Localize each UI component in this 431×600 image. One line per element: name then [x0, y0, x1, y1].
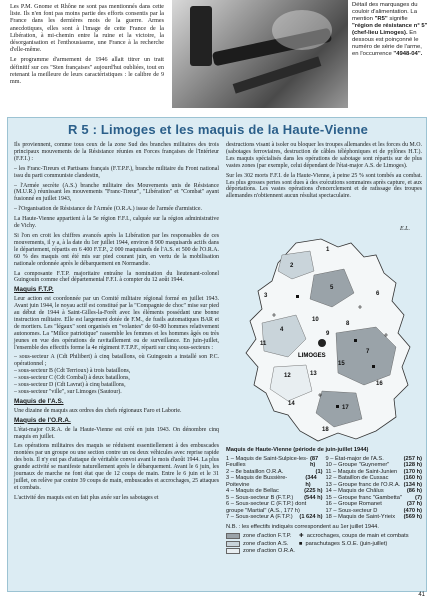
map-number: 17: [342, 405, 349, 411]
legend-row: 9 – État-major de l'A.S. (257 h): [325, 455, 422, 462]
author-signature: E.L.: [400, 226, 411, 232]
map-number: 15: [338, 361, 345, 367]
city-label: LIMOGES: [298, 353, 326, 359]
right-column-text: destructions visant à isoler ou bloquer les troupes allemandes et les forces du M.O. (sabotages ferroviaires, destruction de câbles téléphoniques et de pylônes H.T.). Les maquis spécialisés dans les opérations de sabotage sont répartis sur de plus vastes zones (par exemple, celui dépendant de l'état-major A.S. de Limoges). Sur les 302 morts F.F.I. de la Haute-Vienne, à peine 25 % sont tombés au combat. Les plus grosses pertes sont dues à des exécutions sommaires après capture, et aux déportations. Les vastes opérations d'encerclement et de ratissage des troupes allemandes n'obtiennent aucun résultat spectaculaire.: [226, 142, 422, 200]
list-item: – sous-secteur C (Cdt Combal) à deux bataillons,: [14, 375, 130, 382]
section-as-title: Maquis de l'A.S.: [14, 397, 64, 405]
legend-row: 15 – Groupe franc "Gambetta" (7): [325, 494, 422, 501]
haute-vienne-map: [226, 235, 422, 445]
list-item: – sous-secteur B (Cdt Terrioux) à trois bataillons,: [14, 368, 131, 375]
legend-row: 5 – Sous-secteur B (F.T.P.) (544 h): [226, 494, 323, 501]
photo-caption: Détail des marquages du couloir d'alimentation. La mention "R5" signifie "région de résistance n° 5" (chef-lieu Limoges). En dessous est poinçonné le numéro de série de l'arme, en l'occurrence "4948-04".: [352, 2, 428, 57]
legend-key-parachute: ■ parachutages S.O.E. (juin-juillet): [299, 540, 388, 547]
legend-key-ftp: zone d'action F.T.P.: [226, 533, 295, 540]
map-number: 1: [326, 247, 330, 253]
map-number: 4: [280, 327, 284, 333]
map-number: 18: [322, 427, 329, 433]
map-number: 9: [326, 331, 330, 337]
legend-key-combat: ✚ accrochages, coups de main et combats: [299, 533, 409, 539]
legend-row: 18 – Maquis de Saint-Yrieix (569 h): [325, 514, 422, 520]
left-column: Ils proviennent, comme tous ceux de la zone Sud des branches militaires des trois principaux mouvements de la Résistance réunies en Forces françaises de l'Intérieur (F.F.I.) : – les Franc-Tireurs et Partisans français (F.T.P.F.), branche militaire du Front national issu du parti communiste clandestin, – l'Armée secrète (A.S.) branche militaire des Mouvements unis de Résistance (M.U.R.) réunissant les mouvements "Franc-Tireur", "Libération" et "Combat" ayant fusionné en juillet 1943, – l'Organisation de Résistance de l'Armée (O.R.A.) issue de l'armée d'armistice. La Haute-Vienne appartient à la 5e région F.F.I., calquée sur la région administrative de Vichy. Si l'on en croit les chiffres avancés après la Libération par les responsables de ces mouvements, il y a, à la date du 1er juillet 1944, environ 8 900 maquisards actifs dans le département, répartis en 6 400 F.T.P., 2 000 maquisards de l'A.S. et 500 de l'O.R.A. 60 % des maquis ont été mis sur pied courant juin, en vertu de la mobilisation nationale ordonnée après le débarquement en Normandie. La composante F.T.P. majoritaire entraîne la nomination du lieutenant-colonel Guingouin comme chef départemental F.F.I. à compter du 12 août 1944. Maquis F.T.P. Leur action est coordonnée par un Comité militaire régional formé en juillet 1943. Avant juin 1944, le noyau actif est constitué par la "Compagnie de choc" mise sur pied au début de 1944 à Saint-Gilles-la-Forêt avec les éléments possédant une bonne instruction militaire. Elle est largement dotée de F.M., de fusils automatiques BAR et de mortiers. Les "légaux" sont organisés en "volantes" de 60-80 hommes relativement autonomes. La "Milice patriotique" rassemble les femmes et les hommes âgés ou très jeunes en vue des opérations de ravitaillement ou de surveillance. En juin-juillet, l'ensemble des effectifs forme la 4e régiment F.T.P.F., réparti sur cinq sous-secteurs : – sous-secteur A (Cdt Philibert) à cinq bataillons, où Guingouin a installé son P.C. opérationnel ; – sous-secteur B (Cdt Terrioux) à trois bataillons, – sous-secteur C (Cdt Combal) à deux bataillons, – sous-secteur D (Cdt Lavrat) à cinq bataillons, – sous-secteur "ville", sur Limoges (Sautour). Maquis de l'A.S. Une dizaine de maquis aux ordres des chefs régionaux Faro et Laborie. Maquis de l'O.R.A. L'état-major O.R.A. de la Haute-Vienne est créé en juin 1943. On dénombre cinq maquis en juillet. Les opérations militaires des maquis se réduisent essentiellement à des embuscades montées par un groupe ou une section contre un ou deux véhicules avec reprise rapide des bois. Il n'y eut pas d'attaque de véritable convoi avant le mois d'août 1944. La plus grande activité se manifeste naturellement après le débarquement. Avant le 6 juin, les journaux de marche ne font état que de 12 coups de main. Entre le 6 juin et le 31 juillet, on relève par contre 39 coups de main, embuscades et accrochages, 25 attaques et combats. L'activité des maquis est en fait plus axée sur les sabotages et: [14, 142, 219, 501]
legend-row: 13 – Groupe franc de l'O.R.A. (134 h): [325, 481, 422, 488]
map-number: 16: [376, 381, 383, 387]
legend-row: 10 – Groupe "Guynemer" (128 h): [325, 462, 422, 468]
list-item: – sous-secteur "ville", sur Limoges (Sautour).: [14, 389, 122, 395]
limoges-marker: [318, 339, 326, 347]
map-number: 5: [330, 285, 334, 291]
map-legend: [226, 447, 422, 556]
intro-text: [10, 4, 164, 89]
legend-row: 17 – Sous-secteur D (470 h): [325, 507, 422, 514]
legend-row: 6 – Sous-secteur C (F.T.P.) dont groupe "Martial" (A.S., 177 h): [226, 501, 307, 514]
map-number: 11: [260, 341, 267, 347]
legend-row: 4 – Maquis de Bellac (225 h): [226, 488, 323, 494]
article-box: [7, 117, 427, 592]
legend-note: N.B. : les effectifs indiqués correspondent au 1er juillet 1944.: [226, 523, 379, 530]
top-section: [0, 0, 431, 115]
legend-row: 3 – Maquis de Bussière-Poitevine (344 h): [226, 475, 317, 488]
article-title: R 5 : Limoges et les maquis de la Haute-Vienne: [67, 122, 369, 137]
legend-row: 12 – Bataillon de Cussac (160 h): [325, 475, 422, 481]
map-number: 10: [312, 317, 319, 323]
legend-key-ora: zone d'action O.R.A.: [226, 548, 295, 555]
intro-paragraph-1: Les P.M. Gnome et Rhône ne sont pas mentionnés dans cette liste. Ils n'en font pas moins partie des efforts consentis par la France dans les dernières mois de la guerre. Armes anecdotiques, elles sont à l'image de cette France de la Libération, à mi-chemin entre la ruine et la victoire, la désorganisation et l'enthousiasme, une France à la recherche d'elle-même.: [10, 4, 164, 54]
cross-icon: ✚: [299, 533, 304, 539]
list-item: – sous-secteur D (Cdt Lavrat) à cinq bataillons,: [14, 382, 126, 389]
section-ftp-title: Maquis F.T.P.: [14, 286, 54, 294]
map-number: 13: [310, 371, 317, 377]
legend-row: 14 – Maquis de Châlus (86 h): [325, 488, 422, 494]
legend-key-as: zone d'action A.S.: [226, 541, 295, 548]
legend-row: 11 – Maquis de Saint-Junien (170 h): [325, 468, 422, 475]
page-number: 41: [418, 592, 425, 598]
square-icon: ■: [299, 540, 303, 547]
map-number: 6: [376, 291, 380, 297]
ftp-sector-list: [14, 354, 219, 395]
legend-row: 1 – Maquis de Saint-Sulpice-les-Feuilles (87 h): [226, 455, 319, 468]
map-number: 12: [284, 373, 291, 379]
map-number: 14: [288, 401, 295, 407]
section-ora-title: Maquis de l'O.R.A.: [14, 416, 71, 424]
feed-marking-photo: [172, 0, 348, 108]
legend-row: 7 – Sous-secteur A (F.T.P.) (1 624 h): [226, 514, 323, 520]
legend-left-column: [226, 456, 323, 521]
legend-title: Maquis de Haute-Vienne (période de juin-juillet 1944): [226, 447, 369, 453]
list-item: – sous-secteur A (Cdt Philibert) à cinq bataillons, où Guingouin a installé son P.C. opérationnel ;: [14, 354, 219, 368]
legend-keys: [226, 533, 422, 556]
map-number: 8: [346, 321, 350, 327]
legend-right-column: [326, 456, 423, 521]
legend-row: 2 – 8e bataillon O.R.A. (1): [226, 468, 323, 475]
map-number: 7: [366, 349, 370, 355]
map-number: 3: [264, 293, 268, 299]
map-number: 2: [290, 263, 294, 269]
intro-paragraph-2: Le programme d'armement de 1946 allait titrer un trait définitif sur ces "Sten françaises" aujourd'hui oubliées, tout en retenant la meilleure de leurs caractéristiques : le calibre de 9 mm.: [10, 57, 164, 86]
legend-row: 16 – Groupe Romanet (37 h): [325, 501, 422, 507]
